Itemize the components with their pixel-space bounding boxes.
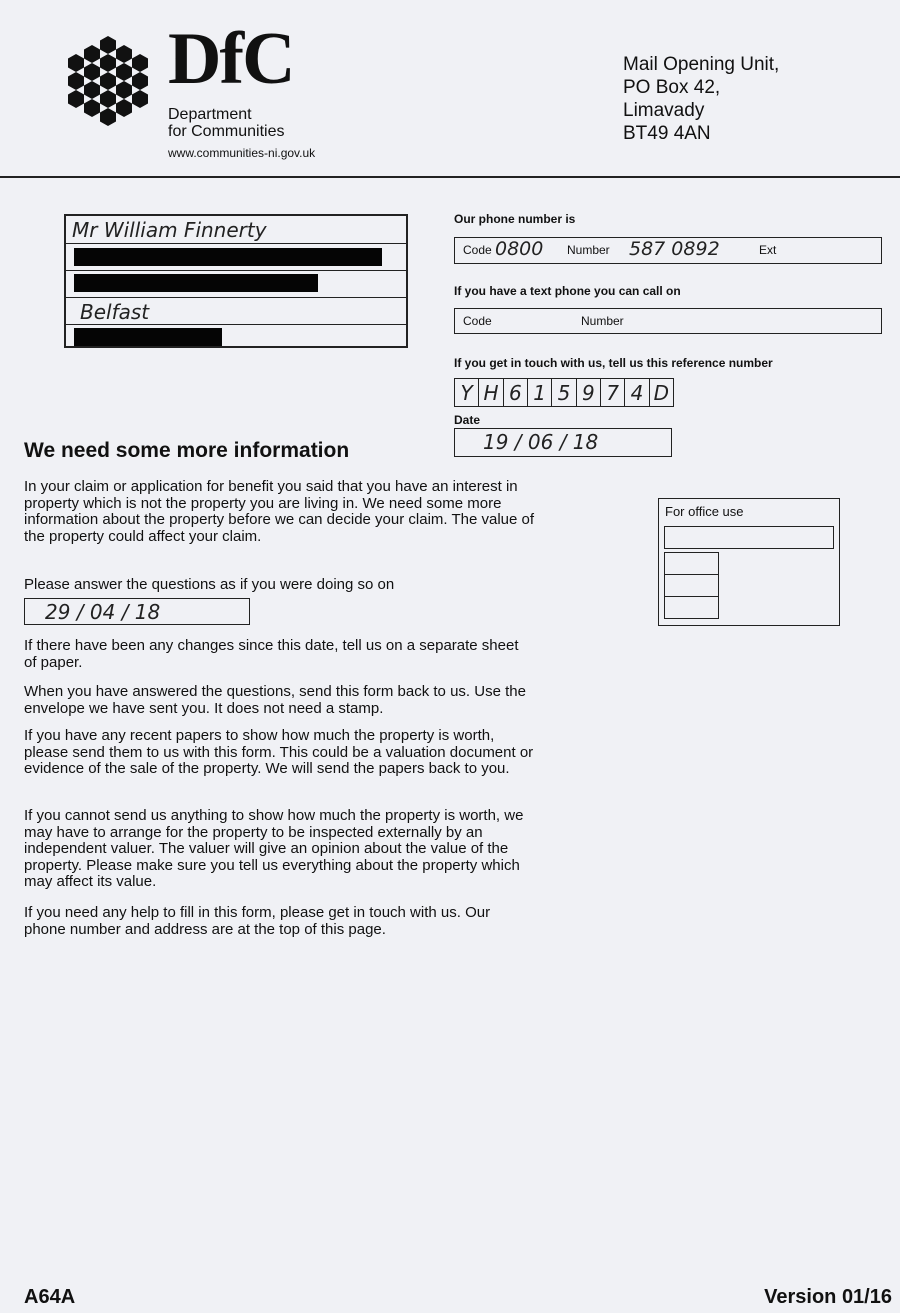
department-line-1: Department <box>168 106 252 123</box>
answer-date-box <box>24 598 250 625</box>
return-paragraph: When you have answered the questions, send this form back to us. Use the envelope we have sent you. It does not need a stamp. <box>24 683 526 717</box>
office-use-title: For office use <box>665 504 744 519</box>
redacted-block <box>74 248 382 266</box>
website-url: www.communities-ni.gov.uk <box>168 146 316 160</box>
code-label: Code <box>463 243 492 257</box>
address-rule <box>66 297 406 298</box>
address-rule <box>66 324 406 325</box>
redacted-block <box>74 328 222 346</box>
department-line-2: for Communities <box>168 123 285 140</box>
page-title: We need some more information <box>24 439 350 462</box>
reference-label: If you get in touch with us, tell us this reference number <box>454 356 773 370</box>
reference-number-box <box>454 378 674 407</box>
answer-instruction: Please answer the questions as if you were doing so on <box>24 576 395 593</box>
reference-char: D <box>653 381 669 405</box>
code-value: 0800 <box>495 238 544 260</box>
ext-label: Ext <box>759 243 777 257</box>
recipient-name: Mr William Finnerty <box>72 218 267 242</box>
redacted-block <box>74 274 318 292</box>
office-field-small <box>664 596 719 619</box>
office-field-wide <box>664 526 834 549</box>
reference-char: 6 <box>504 379 528 406</box>
address-rule <box>66 243 406 244</box>
reference-char: Y <box>455 379 479 406</box>
department-name <box>168 106 284 140</box>
address-line-1: Mail Opening Unit, <box>623 54 780 75</box>
phone-label: Our phone number is <box>454 212 576 226</box>
phone-box <box>454 237 882 264</box>
reference-char: 1 <box>528 379 552 406</box>
address-line-2: PO Box 42, <box>623 77 721 98</box>
address-rule <box>66 270 406 271</box>
office-field-small <box>664 574 719 597</box>
reference-char: H <box>479 379 503 406</box>
address-line-3: Limavady <box>623 100 705 121</box>
reference-char: 7 <box>601 379 625 406</box>
date-value: 19 / 06 / 18 <box>483 430 599 454</box>
changes-paragraph: If there have been any changes since this date, tell us on a separate sheet of paper. <box>24 637 519 671</box>
form-code: A64A <box>24 1286 76 1308</box>
address-line-4: BT49 4AN <box>623 123 711 144</box>
recipient-town: Belfast <box>80 300 150 324</box>
number-value: 587 0892 <box>629 238 720 260</box>
number-label: Number <box>567 243 610 257</box>
answer-date-value: 29 / 04 / 18 <box>45 600 161 624</box>
recipient-address-box <box>64 214 408 348</box>
reference-char: 9 <box>577 379 601 406</box>
papers-paragraph: If you have any recent papers to show how much the property is worth, please send them to us with this form. This could be a valuation document or evidence of the sale of the property. We will send the papers back to you. <box>24 727 534 778</box>
textphone-label: If you have a text phone you can call on <box>454 284 681 298</box>
text-number-label: Number <box>581 314 624 328</box>
intro-paragraph: In your claim or application for benefit you said that you have an interest in property which is not the property you are living in. We need some more information about the property before we can decide your claim. The value of the property could affect your claim. <box>24 478 535 545</box>
reference-char: 5 <box>552 379 576 406</box>
header-divider <box>0 176 900 178</box>
mail-address <box>623 53 779 145</box>
dfc-logo-icon <box>66 34 150 130</box>
office-use-box <box>658 498 840 626</box>
reference-char: 4 <box>625 379 649 406</box>
form-version: Version 01/16 <box>764 1286 892 1308</box>
date-label: Date <box>454 413 481 427</box>
textphone-box <box>454 308 882 334</box>
brand-wordmark: DfC <box>168 18 294 100</box>
date-box <box>454 428 672 457</box>
text-code-label: Code <box>463 314 492 328</box>
valuer-paragraph: If you cannot send us anything to show how much the property is worth, we may have to arrange for the property to be inspected externally by an independent valuer. The valuer will give an opinion about the value of the property. Please make sure you tell us everything about the property which may affect its value. <box>24 807 524 891</box>
office-field-small <box>664 552 719 575</box>
help-paragraph: If you need any help to fill in this form, please get in touch with us. Our phone number and address are at the top of this page. <box>24 904 491 938</box>
